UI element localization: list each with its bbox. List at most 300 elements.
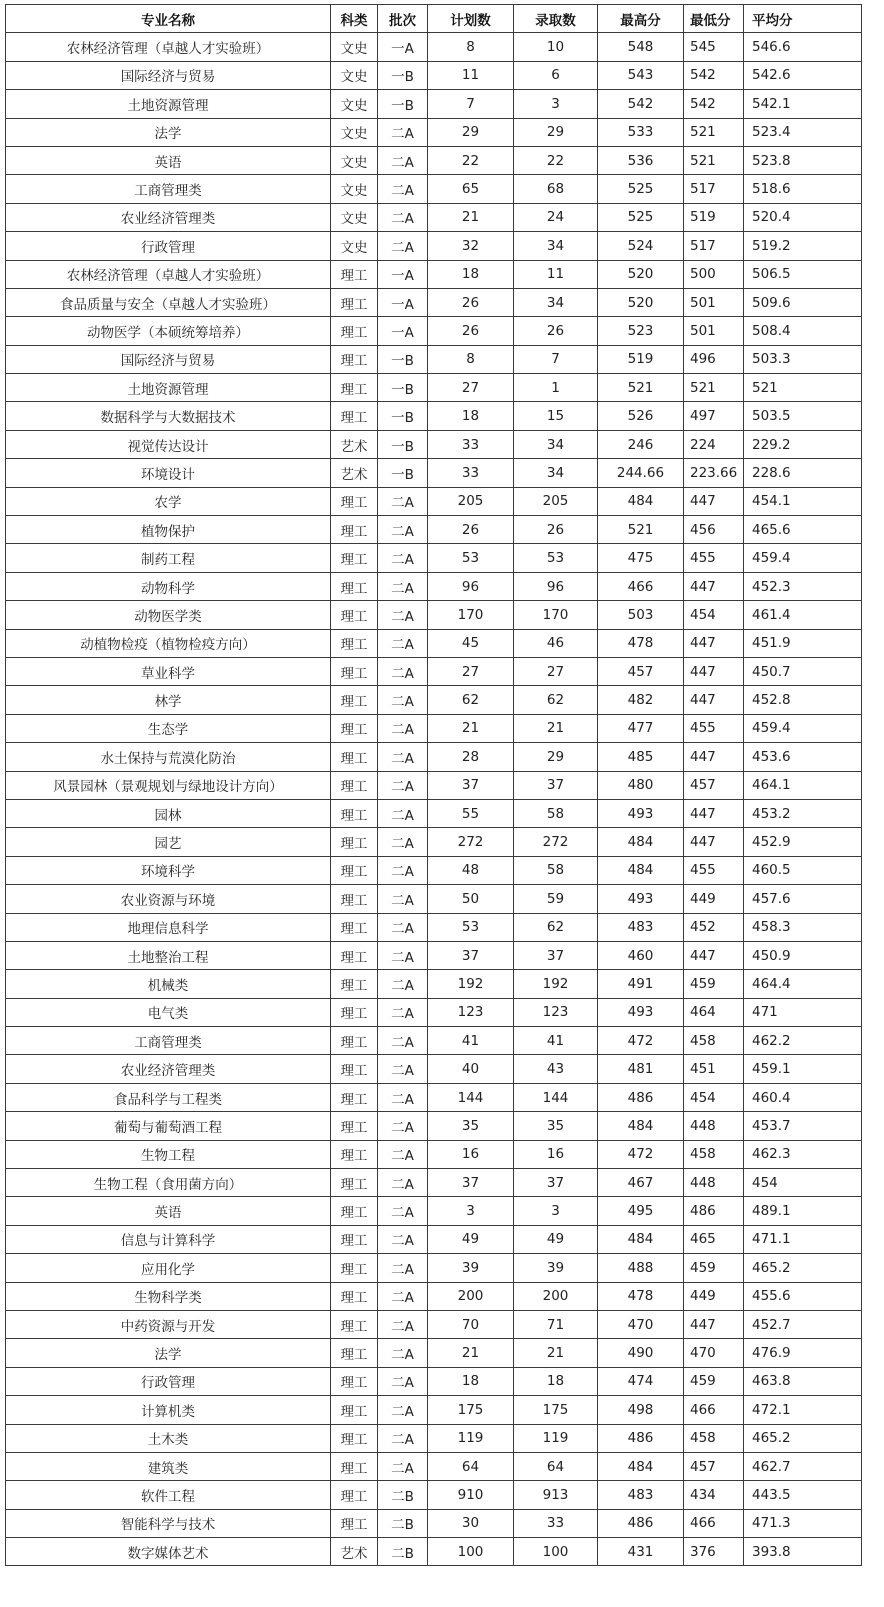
cell-plan-count: 144	[428, 1083, 514, 1111]
cell-max-score: 542	[598, 90, 684, 118]
cell-max-score: 431	[598, 1538, 684, 1566]
cell-major-name: 环境设计	[6, 459, 331, 487]
cell-max-score: 543	[598, 61, 684, 89]
cell-major-name: 土地资源管理	[6, 374, 331, 402]
cell-batch: 二A	[378, 1197, 428, 1225]
cell-batch: 二A	[378, 657, 428, 685]
cell-min-score: 466	[684, 1509, 744, 1537]
cell-admitted-count: 175	[514, 1396, 598, 1424]
cell-plan-count: 30	[428, 1509, 514, 1537]
cell-max-score: 495	[598, 1197, 684, 1225]
cell-batch: 二A	[378, 1254, 428, 1282]
cell-subject-category: 理工	[331, 345, 378, 373]
cell-subject-category: 理工	[331, 913, 378, 941]
cell-major-name: 园艺	[6, 828, 331, 856]
cell-avg-score: 450.7	[744, 657, 862, 685]
cell-min-score: 224	[684, 430, 744, 458]
cell-subject-category: 艺术	[331, 430, 378, 458]
cell-subject-category: 理工	[331, 686, 378, 714]
cell-max-score: 482	[598, 686, 684, 714]
cell-max-score: 493	[598, 998, 684, 1026]
cell-avg-score: 523.8	[744, 146, 862, 174]
cell-admitted-count: 62	[514, 913, 598, 941]
table-row	[6, 601, 862, 629]
cell-min-score: 451	[684, 1055, 744, 1083]
cell-subject-category: 理工	[331, 288, 378, 316]
cell-max-score: 478	[598, 1282, 684, 1310]
cell-admitted-count: 62	[514, 686, 598, 714]
cell-min-score: 521	[684, 146, 744, 174]
cell-major-name: 应用化学	[6, 1254, 331, 1282]
cell-admitted-count: 58	[514, 856, 598, 884]
header-min-score: 最低分	[684, 5, 744, 33]
cell-batch: 二A	[378, 629, 428, 657]
cell-plan-count: 48	[428, 856, 514, 884]
cell-avg-score: 452.8	[744, 686, 862, 714]
cell-subject-category: 理工	[331, 885, 378, 913]
cell-avg-score: 489.1	[744, 1197, 862, 1225]
cell-min-score: 447	[684, 657, 744, 685]
cell-min-score: 458	[684, 1027, 744, 1055]
cell-avg-score: 503.3	[744, 345, 862, 373]
cell-admitted-count: 46	[514, 629, 598, 657]
cell-batch: 二A	[378, 1452, 428, 1480]
cell-subject-category: 理工	[331, 714, 378, 742]
cell-avg-score: 458.3	[744, 913, 862, 941]
cell-max-score: 548	[598, 33, 684, 61]
cell-min-score: 447	[684, 743, 744, 771]
cell-admitted-count: 49	[514, 1225, 598, 1253]
cell-admitted-count: 26	[514, 317, 598, 345]
cell-plan-count: 26	[428, 317, 514, 345]
cell-subject-category: 理工	[331, 544, 378, 572]
cell-min-score: 500	[684, 260, 744, 288]
cell-batch: 一B	[378, 402, 428, 430]
cell-max-score: 498	[598, 1396, 684, 1424]
header-max-score: 最高分	[598, 5, 684, 33]
cell-subject-category: 理工	[331, 743, 378, 771]
table-row	[6, 1197, 862, 1225]
cell-min-score: 486	[684, 1197, 744, 1225]
cell-batch: 二A	[378, 1169, 428, 1197]
cell-major-name: 土地资源管理	[6, 90, 331, 118]
cell-plan-count: 7	[428, 90, 514, 118]
table-row	[6, 1055, 862, 1083]
cell-major-name: 动植物检疫（植物检疫方向）	[6, 629, 331, 657]
cell-avg-score: 520.4	[744, 203, 862, 231]
cell-max-score: 493	[598, 885, 684, 913]
cell-plan-count: 8	[428, 33, 514, 61]
cell-admitted-count: 22	[514, 146, 598, 174]
cell-major-name: 农业经济管理类	[6, 1055, 331, 1083]
table-row	[6, 1424, 862, 1452]
cell-min-score: 459	[684, 1367, 744, 1395]
cell-plan-count: 37	[428, 771, 514, 799]
header-subject-category: 科类	[331, 5, 378, 33]
cell-min-score: 454	[684, 1083, 744, 1111]
cell-plan-count: 65	[428, 175, 514, 203]
cell-avg-score: 454.1	[744, 487, 862, 515]
cell-subject-category: 理工	[331, 998, 378, 1026]
cell-max-score: 484	[598, 856, 684, 884]
cell-max-score: 488	[598, 1254, 684, 1282]
cell-max-score: 467	[598, 1169, 684, 1197]
cell-batch: 二A	[378, 516, 428, 544]
cell-avg-score: 471	[744, 998, 862, 1026]
cell-min-score: 521	[684, 118, 744, 146]
cell-max-score: 480	[598, 771, 684, 799]
table-row	[6, 374, 862, 402]
cell-admitted-count: 27	[514, 657, 598, 685]
cell-plan-count: 40	[428, 1055, 514, 1083]
cell-major-name: 智能科学与技术	[6, 1509, 331, 1537]
cell-subject-category: 理工	[331, 799, 378, 827]
cell-subject-category: 理工	[331, 516, 378, 544]
cell-admitted-count: 34	[514, 459, 598, 487]
cell-max-score: 483	[598, 1481, 684, 1509]
cell-major-name: 动物科学	[6, 572, 331, 600]
cell-subject-category: 文史	[331, 90, 378, 118]
cell-batch: 二A	[378, 1225, 428, 1253]
cell-avg-score: 546.6	[744, 33, 862, 61]
cell-max-score: 520	[598, 288, 684, 316]
cell-max-score: 484	[598, 1225, 684, 1253]
cell-min-score: 470	[684, 1339, 744, 1367]
cell-min-score: 496	[684, 345, 744, 373]
cell-major-name: 中药资源与开发	[6, 1310, 331, 1338]
cell-admitted-count: 21	[514, 714, 598, 742]
cell-avg-score: 465.2	[744, 1424, 862, 1452]
cell-batch: 二A	[378, 1310, 428, 1338]
cell-major-name: 生物工程（食用菌方向）	[6, 1169, 331, 1197]
cell-avg-score: 228.6	[744, 459, 862, 487]
cell-avg-score: 453.7	[744, 1112, 862, 1140]
cell-plan-count: 28	[428, 743, 514, 771]
cell-plan-count: 192	[428, 970, 514, 998]
table-row	[6, 1169, 862, 1197]
cell-major-name: 制药工程	[6, 544, 331, 572]
cell-plan-count: 53	[428, 544, 514, 572]
cell-subject-category: 理工	[331, 941, 378, 969]
cell-batch: 二A	[378, 1424, 428, 1452]
cell-avg-score: 462.3	[744, 1140, 862, 1168]
cell-max-score: 472	[598, 1140, 684, 1168]
cell-avg-score: 476.9	[744, 1339, 862, 1367]
table-row	[6, 1083, 862, 1111]
cell-subject-category: 文史	[331, 232, 378, 260]
cell-max-score: 466	[598, 572, 684, 600]
cell-max-score: 484	[598, 487, 684, 515]
cell-admitted-count: 29	[514, 743, 598, 771]
cell-max-score: 460	[598, 941, 684, 969]
cell-batch: 二A	[378, 1396, 428, 1424]
cell-batch: 二B	[378, 1481, 428, 1509]
cell-avg-score: 464.1	[744, 771, 862, 799]
cell-batch: 二A	[378, 1112, 428, 1140]
table-row	[6, 459, 862, 487]
cell-major-name: 农业资源与环境	[6, 885, 331, 913]
cell-major-name: 草业科学	[6, 657, 331, 685]
cell-batch: 二A	[378, 1027, 428, 1055]
cell-avg-score: 460.5	[744, 856, 862, 884]
table-row	[6, 544, 862, 572]
table-header-row	[6, 5, 862, 33]
admission-score-table-container	[5, 4, 862, 1566]
cell-max-score: 485	[598, 743, 684, 771]
cell-major-name: 国际经济与贸易	[6, 345, 331, 373]
table-row	[6, 998, 862, 1026]
cell-subject-category: 理工	[331, 1112, 378, 1140]
table-row	[6, 1538, 862, 1566]
table-row	[6, 317, 862, 345]
cell-avg-score: 457.6	[744, 885, 862, 913]
cell-max-score: 484	[598, 1452, 684, 1480]
cell-plan-count: 27	[428, 657, 514, 685]
cell-subject-category: 理工	[331, 629, 378, 657]
cell-batch: 一A	[378, 33, 428, 61]
cell-max-score: 523	[598, 317, 684, 345]
cell-avg-score: 503.5	[744, 402, 862, 430]
cell-admitted-count: 3	[514, 1197, 598, 1225]
cell-max-score: 246	[598, 430, 684, 458]
cell-admitted-count: 35	[514, 1112, 598, 1140]
cell-major-name: 林学	[6, 686, 331, 714]
cell-plan-count: 123	[428, 998, 514, 1026]
cell-subject-category: 文史	[331, 146, 378, 174]
table-row	[6, 516, 862, 544]
cell-admitted-count: 29	[514, 118, 598, 146]
table-row	[6, 913, 862, 941]
cell-admitted-count: 33	[514, 1509, 598, 1537]
cell-avg-score: 461.4	[744, 601, 862, 629]
cell-admitted-count: 58	[514, 799, 598, 827]
cell-admitted-count: 10	[514, 33, 598, 61]
cell-admitted-count: 39	[514, 1254, 598, 1282]
cell-subject-category: 理工	[331, 1197, 378, 1225]
cell-batch: 二A	[378, 1140, 428, 1168]
cell-min-score: 517	[684, 175, 744, 203]
cell-plan-count: 37	[428, 941, 514, 969]
cell-avg-score: 452.7	[744, 1310, 862, 1338]
cell-admitted-count: 170	[514, 601, 598, 629]
cell-avg-score: 443.5	[744, 1481, 862, 1509]
table-row	[6, 146, 862, 174]
cell-batch: 一B	[378, 345, 428, 373]
cell-major-name: 工商管理类	[6, 1027, 331, 1055]
cell-max-score: 526	[598, 402, 684, 430]
cell-subject-category: 理工	[331, 1481, 378, 1509]
table-row	[6, 288, 862, 316]
cell-max-score: 493	[598, 799, 684, 827]
cell-avg-score: 519.2	[744, 232, 862, 260]
cell-avg-score: 521	[744, 374, 862, 402]
cell-avg-score: 471.3	[744, 1509, 862, 1537]
cell-plan-count: 45	[428, 629, 514, 657]
cell-avg-score: 460.4	[744, 1083, 862, 1111]
table-row	[6, 1310, 862, 1338]
cell-min-score: 455	[684, 856, 744, 884]
cell-admitted-count: 11	[514, 260, 598, 288]
table-row	[6, 629, 862, 657]
table-row	[6, 828, 862, 856]
cell-admitted-count: 100	[514, 1538, 598, 1566]
cell-min-score: 376	[684, 1538, 744, 1566]
cell-batch: 二A	[378, 1367, 428, 1395]
cell-plan-count: 18	[428, 1367, 514, 1395]
cell-batch: 一B	[378, 61, 428, 89]
cell-min-score: 517	[684, 232, 744, 260]
cell-major-name: 信息与计算科学	[6, 1225, 331, 1253]
header-admitted-count: 录取数	[514, 5, 598, 33]
cell-admitted-count: 53	[514, 544, 598, 572]
cell-avg-score: 508.4	[744, 317, 862, 345]
cell-admitted-count: 272	[514, 828, 598, 856]
cell-subject-category: 理工	[331, 771, 378, 799]
cell-plan-count: 50	[428, 885, 514, 913]
cell-plan-count: 22	[428, 146, 514, 174]
cell-min-score: 454	[684, 601, 744, 629]
table-row	[6, 232, 862, 260]
cell-admitted-count: 119	[514, 1424, 598, 1452]
cell-min-score: 464	[684, 998, 744, 1026]
cell-min-score: 459	[684, 1254, 744, 1282]
cell-plan-count: 100	[428, 1538, 514, 1566]
cell-subject-category: 理工	[331, 1254, 378, 1282]
table-row	[6, 856, 862, 884]
cell-plan-count: 21	[428, 203, 514, 231]
cell-plan-count: 39	[428, 1254, 514, 1282]
cell-subject-category: 理工	[331, 1140, 378, 1168]
cell-admitted-count: 144	[514, 1083, 598, 1111]
cell-subject-category: 文史	[331, 33, 378, 61]
cell-min-score: 447	[684, 487, 744, 515]
cell-min-score: 465	[684, 1225, 744, 1253]
cell-max-score: 481	[598, 1055, 684, 1083]
table-row	[6, 686, 862, 714]
cell-avg-score: 452.3	[744, 572, 862, 600]
cell-plan-count: 175	[428, 1396, 514, 1424]
cell-plan-count: 18	[428, 402, 514, 430]
cell-admitted-count: 34	[514, 430, 598, 458]
table-row	[6, 743, 862, 771]
cell-min-score: 521	[684, 374, 744, 402]
cell-max-score: 525	[598, 203, 684, 231]
cell-batch: 二A	[378, 175, 428, 203]
table-row	[6, 402, 862, 430]
cell-avg-score: 455.6	[744, 1282, 862, 1310]
cell-plan-count: 910	[428, 1481, 514, 1509]
cell-admitted-count: 16	[514, 1140, 598, 1168]
table-row	[6, 1339, 862, 1367]
cell-subject-category: 理工	[331, 374, 378, 402]
cell-avg-score: 542.6	[744, 61, 862, 89]
cell-avg-score: 452.9	[744, 828, 862, 856]
cell-avg-score: 229.2	[744, 430, 862, 458]
cell-min-score: 456	[684, 516, 744, 544]
cell-avg-score: 464.4	[744, 970, 862, 998]
table-row	[6, 61, 862, 89]
cell-min-score: 448	[684, 1169, 744, 1197]
cell-min-score: 447	[684, 799, 744, 827]
cell-major-name: 软件工程	[6, 1481, 331, 1509]
cell-max-score: 524	[598, 232, 684, 260]
cell-max-score: 470	[598, 1310, 684, 1338]
cell-batch: 二A	[378, 771, 428, 799]
cell-batch: 二A	[378, 1055, 428, 1083]
cell-batch: 二A	[378, 970, 428, 998]
cell-major-name: 机械类	[6, 970, 331, 998]
cell-avg-score: 454	[744, 1169, 862, 1197]
cell-major-name: 农学	[6, 487, 331, 515]
table-row	[6, 175, 862, 203]
cell-plan-count: 55	[428, 799, 514, 827]
cell-batch: 二A	[378, 118, 428, 146]
cell-batch: 一B	[378, 459, 428, 487]
cell-max-score: 536	[598, 146, 684, 174]
cell-avg-score: 459.1	[744, 1055, 862, 1083]
cell-admitted-count: 37	[514, 771, 598, 799]
cell-plan-count: 3	[428, 1197, 514, 1225]
cell-major-name: 食品质量与安全（卓越人才实验班）	[6, 288, 331, 316]
cell-subject-category: 理工	[331, 1027, 378, 1055]
cell-admitted-count: 71	[514, 1310, 598, 1338]
cell-min-score: 542	[684, 61, 744, 89]
cell-admitted-count: 37	[514, 941, 598, 969]
table-row	[6, 1481, 862, 1509]
cell-admitted-count: 34	[514, 288, 598, 316]
cell-min-score: 501	[684, 317, 744, 345]
cell-admitted-count: 7	[514, 345, 598, 373]
cell-admitted-count: 68	[514, 175, 598, 203]
cell-major-name: 葡萄与葡萄酒工程	[6, 1112, 331, 1140]
cell-major-name: 法学	[6, 1339, 331, 1367]
cell-avg-score: 453.2	[744, 799, 862, 827]
cell-plan-count: 21	[428, 1339, 514, 1367]
cell-subject-category: 理工	[331, 1225, 378, 1253]
table-row	[6, 260, 862, 288]
cell-max-score: 477	[598, 714, 684, 742]
cell-avg-score: 462.7	[744, 1452, 862, 1480]
cell-subject-category: 理工	[331, 601, 378, 629]
cell-admitted-count: 205	[514, 487, 598, 515]
cell-admitted-count: 21	[514, 1339, 598, 1367]
cell-batch: 二A	[378, 232, 428, 260]
cell-major-name: 计算机类	[6, 1396, 331, 1424]
table-row	[6, 1140, 862, 1168]
cell-min-score: 223.66	[684, 459, 744, 487]
table-row	[6, 430, 862, 458]
cell-max-score: 483	[598, 913, 684, 941]
cell-avg-score: 459.4	[744, 544, 862, 572]
cell-major-name: 农林经济管理（卓越人才实验班）	[6, 260, 331, 288]
cell-max-score: 519	[598, 345, 684, 373]
table-row	[6, 345, 862, 373]
cell-plan-count: 35	[428, 1112, 514, 1140]
cell-batch: 二A	[378, 203, 428, 231]
cell-major-name: 土木类	[6, 1424, 331, 1452]
cell-batch: 二A	[378, 941, 428, 969]
cell-plan-count: 21	[428, 714, 514, 742]
cell-admitted-count: 64	[514, 1452, 598, 1480]
cell-admitted-count: 18	[514, 1367, 598, 1395]
table-row	[6, 118, 862, 146]
table-row	[6, 1112, 862, 1140]
cell-subject-category: 理工	[331, 1310, 378, 1338]
cell-min-score: 458	[684, 1140, 744, 1168]
cell-avg-score: 523.4	[744, 118, 862, 146]
cell-admitted-count: 43	[514, 1055, 598, 1083]
cell-batch: 二A	[378, 1282, 428, 1310]
